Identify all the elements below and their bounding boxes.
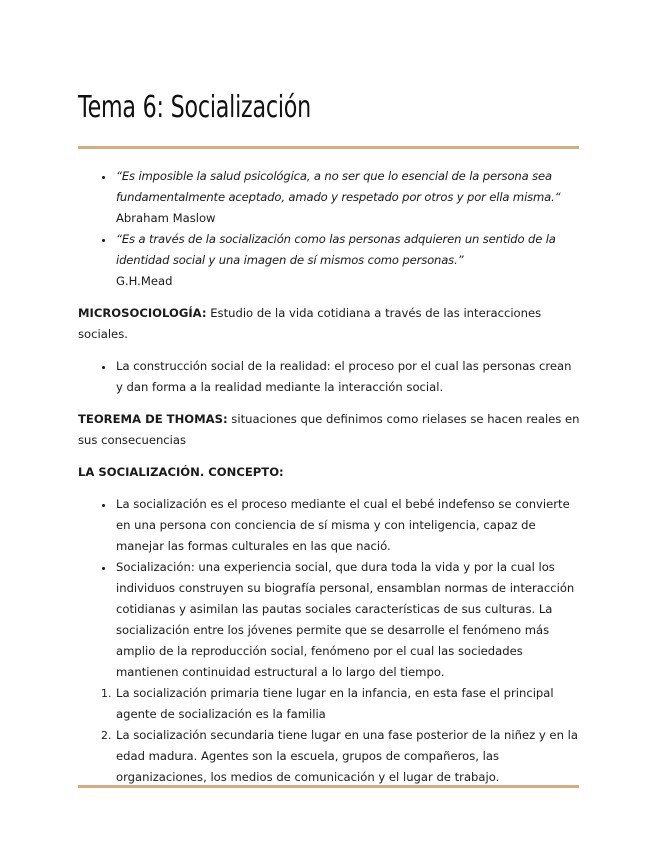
- quote-list: [78, 166, 580, 292]
- list-item: • La socialización es el proceso mediante el cual el bebé indefenso se convierte en una persona con conciencia de sí misma y con inteligencia, capaz de manejar las formas culturales en las que nació.: [115, 494, 580, 557]
- top-divider: [78, 146, 579, 149]
- quote-item: [115, 166, 580, 229]
- quote-author: Abraham Maslow: [116, 211, 216, 225]
- thomas-label: TEOREMA DE THOMAS:: [78, 412, 228, 426]
- microsociology-label: MICROSOCIOLOGÍA:: [78, 306, 207, 320]
- document-body: [78, 166, 580, 799]
- list-item: • La construcción social de la realidad: el proceso por el cual las personas crean y dan forma a la realidad mediante la interacción social.: [115, 356, 580, 398]
- microsociology-list: [78, 356, 580, 398]
- quote-item: [115, 229, 580, 292]
- quote-text: • “Es imposible la salud psicológica, a no ser que lo esencial de la persona sea fundamentalmente aceptado, amado y respetado por otros y por ella misma.“: [116, 169, 561, 204]
- quote-author: G.H.Mead: [116, 274, 173, 288]
- numbered-item: 2. La socialización secundaria tiene lugar en una fase posterior de la niñez y en la edad madura. Agentes son la escuela, grupos de compañeros, las organizaciones, los medios de comunicación y el lugar de trabajo.: [115, 725, 580, 788]
- list-item: • Socialización: una experiencia social, que dura toda la vida y por la cual los individuos construyen su biografía personal, ensamblan normas de interacción cotidianas y asimilan las pautas sociales características de sus culturas. La socialización entre los jóvenes permite que se desarrolle el fenómeno más amplio de la reproducción social, fenómeno por el cual las sociedades mantienen continuidad estructural a lo largo del tiempo.: [115, 557, 580, 683]
- microsociology-definition: [78, 303, 580, 345]
- concept-heading-text: LA SOCIALIZACIÓN. CONCEPTO:: [78, 465, 284, 479]
- microsociology-text: Estudio de la vida cotidiana a través de las interacciones sociales.: [78, 306, 542, 341]
- concept-bullet-list: [78, 494, 580, 683]
- thomas-text: situaciones que definimos como rielases se hacen reales en sus consecuencias: [78, 412, 580, 447]
- numbered-item: 1. La socialización primaria tiene lugar en la infancia, en esta fase el principal agente de socialización es la familia: [115, 683, 580, 725]
- bottom-divider: [78, 785, 579, 788]
- socialization-types-list: [78, 683, 580, 788]
- thomas-theorem: [78, 409, 580, 451]
- page-title: Tema 6: Socialización: [78, 90, 312, 125]
- concept-heading: [78, 462, 580, 483]
- quote-text: • “Es a través de la socialización como las personas adquieren un sentido de la identidad social y una imagen de sí mismos como personas.”: [116, 232, 556, 267]
